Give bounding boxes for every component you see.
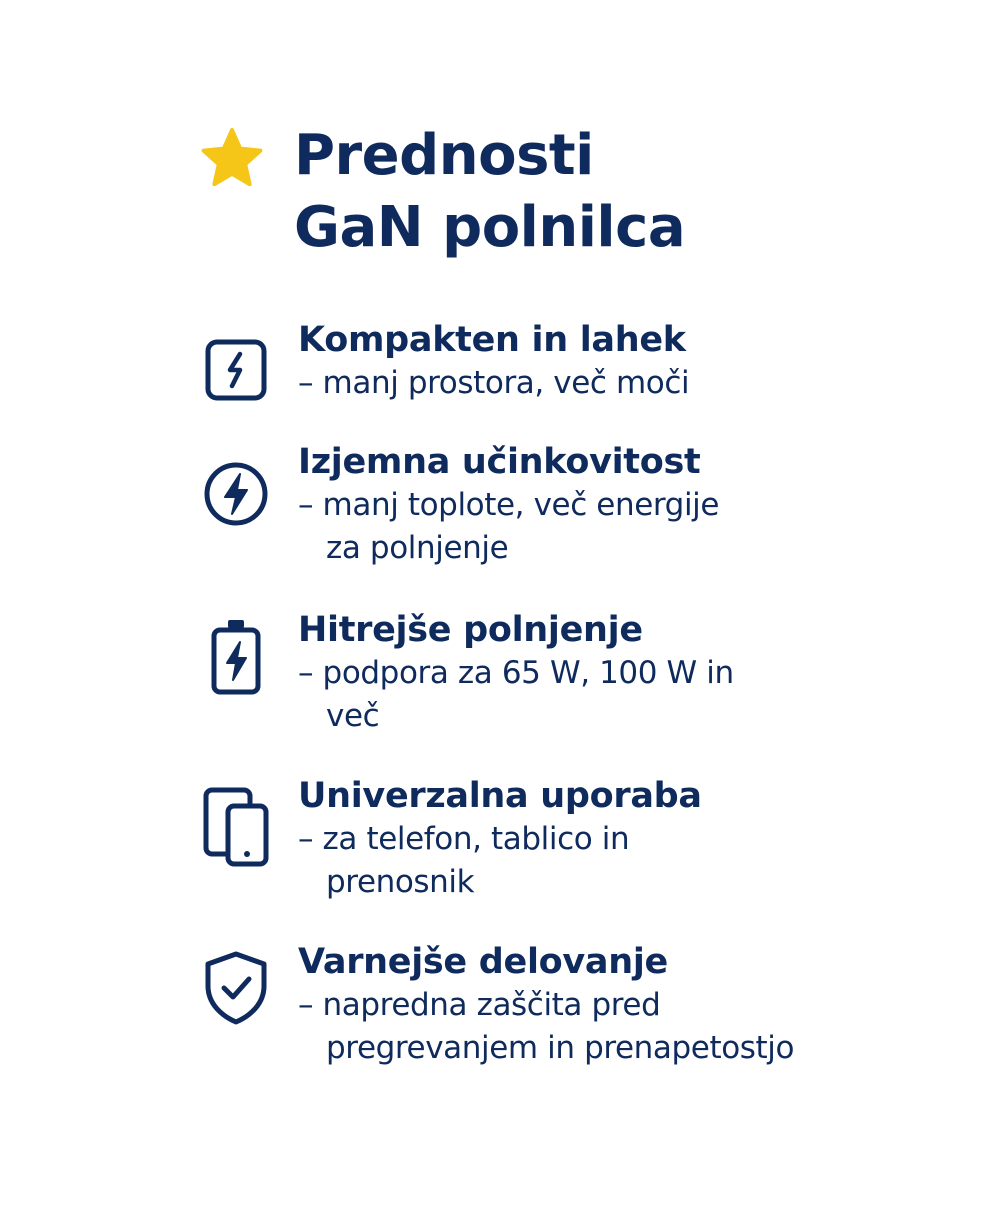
feature-description-line-1: – za telefon, tablico in (298, 821, 630, 857)
feature-title: Kompakten in lahek (298, 320, 686, 360)
feature-description (298, 984, 898, 1070)
feature-text (298, 440, 898, 570)
feature-description-line-2: pregrevanjem in prenapetostjo (326, 1030, 795, 1066)
feature-description (298, 362, 898, 405)
compact-charger-icon (200, 332, 272, 404)
feature-description (298, 484, 898, 570)
feature-text (298, 940, 898, 1070)
feature-title: Izjemna učinkovitost (298, 442, 701, 482)
feature-title: Varnejše delovanje (298, 942, 668, 982)
lightning-circle-icon (200, 458, 272, 530)
feature-description-line-1: – podpora za 65 W, 100 W in (298, 655, 734, 691)
devices-icon (200, 784, 272, 868)
page-title-line-1: Prednosti (294, 123, 594, 188)
feature-description (298, 652, 898, 738)
shield-check-icon (200, 948, 272, 1028)
page-title (294, 120, 685, 264)
feature-description-line-2: za polnjenje (326, 530, 509, 566)
page-title-line-2: GaN polnilca (294, 195, 686, 260)
feature-description-line-2: več (326, 698, 380, 734)
feature-description-line-1: – napredna zaščita pred (298, 987, 661, 1023)
battery-charging-icon (200, 614, 272, 698)
feature-text (298, 774, 898, 904)
header (200, 120, 900, 280)
feature-title: Hitrejše polnjenje (298, 610, 643, 650)
star-icon (200, 126, 264, 190)
feature-description (298, 818, 898, 904)
feature-description-line-1: – manj prostora, več moči (298, 365, 690, 401)
feature-description-line-1: – manj toplote, več energije (298, 487, 720, 523)
feature-description-line-2: prenosnik (326, 864, 475, 900)
feature-title: Univerzalna uporaba (298, 776, 702, 816)
feature-text (298, 318, 898, 405)
feature-text (298, 608, 898, 738)
